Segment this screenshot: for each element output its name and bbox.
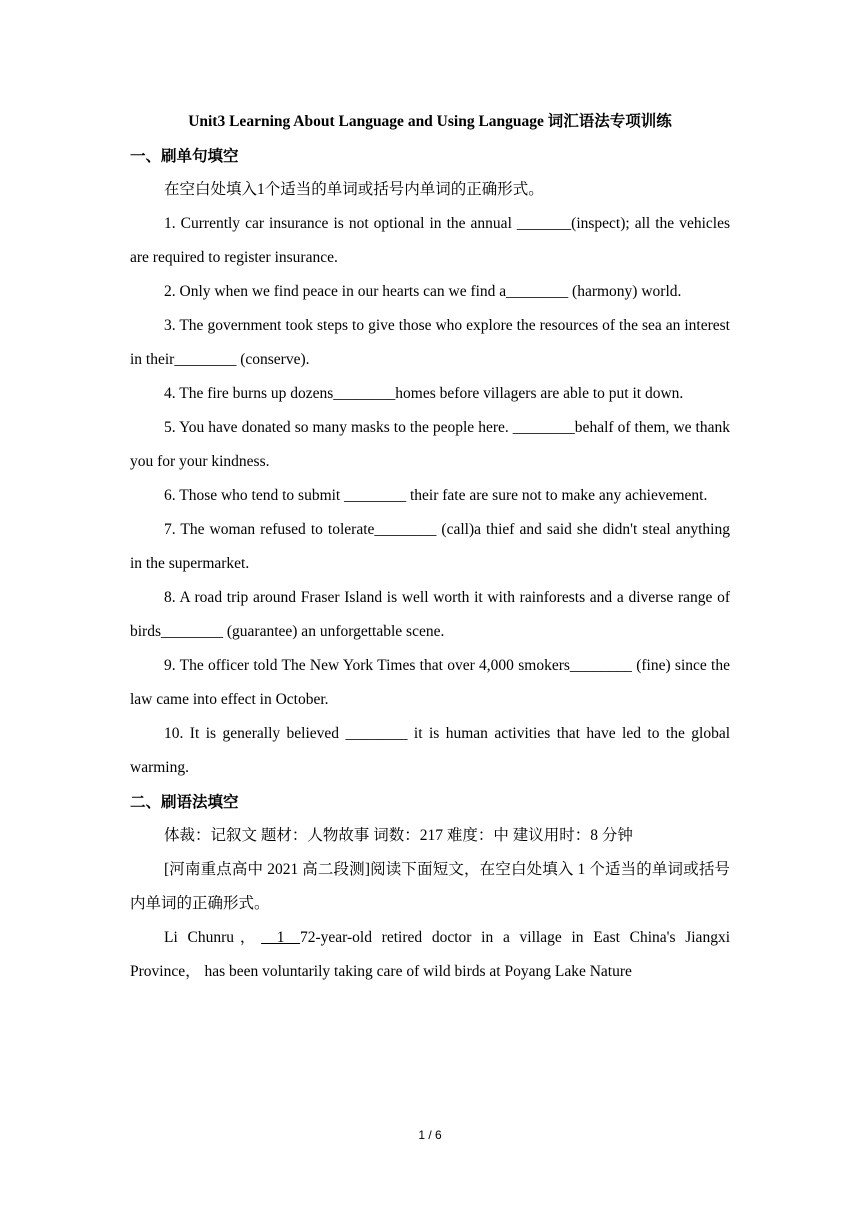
question-item: 10. It is generally believed ________ it is human activities that have led to the global warming. — [130, 725, 730, 776]
section-1-instruction: 在空白处填入1个适当的单词或括号内单词的正确形式。 — [164, 181, 544, 198]
question-item: 9. The officer told The New York Times that over 4,000 smokers________ (fine) since the law came into effect in October. — [130, 657, 730, 708]
section-2-heading: 二、刷语法填空 — [130, 793, 239, 811]
section-2-instruction: [河南重点高中 2021 高二段测]阅读下面短文，在空白处填入 1 个适当的单词或括号内单词的正确形式。 — [130, 861, 730, 912]
question-item: 1. Currently car insurance is not optional in the annual _______(inspect); all the vehicles are required to register insurance. — [130, 215, 730, 266]
section-2-meta: 体裁：记叙文 题材：人物故事 词数：217 难度：中 建议用时：8 分钟 — [164, 827, 633, 844]
document-title: Unit3 Learning About Language and Using Language 词汇语法专项训练 — [188, 113, 672, 130]
question-item: 8. A road trip around Fraser Island is well worth it with rainforests and a diverse range of birds________ (guarantee) an unforgettable scene. — [130, 589, 730, 640]
passage-paragraph — [130, 921, 730, 989]
question-item: 5. You have donated so many masks to the people here. ________behalf of them, we thank you for your kindness. — [130, 419, 730, 470]
question-item: 4. The fire burns up dozens________homes before villagers are able to put it down. — [164, 385, 684, 402]
question-item: 7. The woman refused to tolerate________ (call)a thief and said she didn't steal anything in the supermarket. — [130, 521, 730, 572]
passage-start: Li Chunru， — [164, 929, 262, 946]
blank-1: __1__ — [261, 929, 300, 946]
question-item: 6. Those who tend to submit ________ their fate are sure not to make any achievement. — [164, 487, 708, 504]
passage-rest: 72-year-old retired doctor in a village in East China's Jiangxi Province， has been voluntarily taking care of wild birds at Poyang Lake Nature — [130, 929, 730, 980]
document-body — [130, 108, 730, 989]
question-item: 3. The government took steps to give those who explore the resources of the sea an interest in their________ (conserve). — [130, 317, 730, 368]
section-1-heading: 一、刷单句填空 — [130, 147, 239, 165]
page-number: 1 / 6 — [418, 1128, 442, 1142]
question-item: 2. Only when we find peace in our hearts can we find a________ (harmony) world. — [164, 283, 682, 300]
